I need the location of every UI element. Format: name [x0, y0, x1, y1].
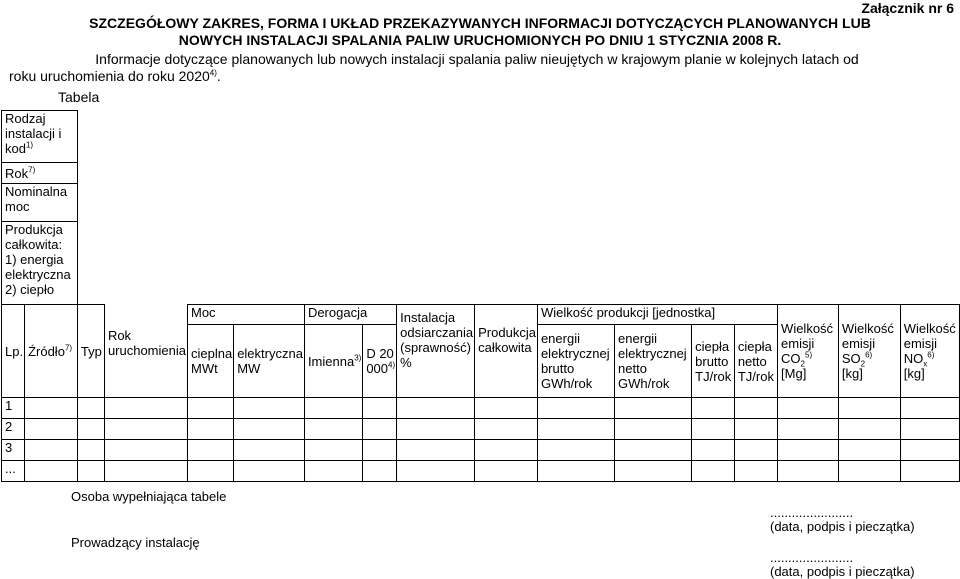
rodzaj-label: Rodzaj instalacji i kod$^{1)}$ — [2, 111, 78, 163]
cell[interactable] — [77, 398, 104, 419]
col-instalacja: Instalacja odsiarczania (sprawność) % — [397, 305, 475, 398]
cell[interactable] — [475, 461, 538, 482]
cell[interactable] — [778, 419, 839, 440]
info-text-line-1: Informacje dotyczące planowanych lub nowych instalacji spalania paliw nieujętych w krajowym planie w kolejnych latach od — [95, 51, 859, 67]
col-lp: Lp. — [2, 305, 25, 398]
produkcja-label: Produkcja całkowita: 1) energia elektryczna 2) ciepło — [2, 222, 78, 305]
col-group-moc: Moc — [187, 305, 304, 325]
cell[interactable] — [838, 461, 900, 482]
row-number: ... — [2, 461, 25, 482]
signature-dots-2: ....................... — [770, 550, 854, 565]
cell[interactable] — [900, 419, 959, 440]
cell[interactable] — [187, 461, 233, 482]
cell[interactable] — [234, 398, 305, 419]
cell[interactable] — [234, 419, 305, 440]
cell[interactable] — [778, 398, 839, 419]
row-number: 1 — [2, 398, 25, 419]
col-group-wielkosc-produkcji: Wielkość produkcji [jednostka] — [537, 305, 777, 325]
cell[interactable] — [692, 461, 735, 482]
cell[interactable] — [363, 440, 397, 461]
director-label: Prowadzący instalację — [71, 535, 200, 550]
col-co2: Wielkość emisji $CO_2^{5)}$ [Mg] — [778, 305, 839, 398]
cell[interactable] — [734, 461, 777, 482]
annex-number: Załącznik nr 6 — [861, 0, 954, 16]
col-cieplna: cieplna MWt — [187, 325, 233, 398]
cell[interactable] — [104, 440, 187, 461]
cell[interactable] — [187, 440, 233, 461]
col-ee-brutto: energii elektrycznej brutto GWh/rok — [537, 325, 614, 398]
cell[interactable] — [397, 419, 475, 440]
cell[interactable] — [25, 419, 78, 440]
col-cieplo-brutto: ciepła brutto TJ/rok — [692, 325, 735, 398]
cell[interactable] — [363, 419, 397, 440]
cell[interactable] — [838, 419, 900, 440]
col-ee-netto: energii elektrycznej netto GWh/rok — [615, 325, 692, 398]
table-caption: Tabela — [58, 89, 100, 105]
col-nox: Wielkość emisji $NO_x^{6)}$ [kg] — [900, 305, 959, 398]
col-zrodlo: Źródło$^{7)}$ — [25, 305, 78, 398]
cell[interactable] — [537, 440, 614, 461]
cell[interactable] — [615, 440, 692, 461]
cell[interactable] — [838, 440, 900, 461]
cell[interactable] — [475, 440, 538, 461]
cell[interactable] — [397, 398, 475, 419]
cell[interactable] — [900, 440, 959, 461]
cell[interactable] — [104, 398, 187, 419]
row-number: 3 — [2, 440, 25, 461]
cell[interactable] — [304, 398, 362, 419]
cell[interactable] — [692, 398, 735, 419]
cell[interactable] — [537, 461, 614, 482]
cell[interactable] — [734, 398, 777, 419]
cell[interactable] — [734, 440, 777, 461]
signature-dots-1: ....................... — [770, 505, 854, 520]
table-row — [2, 440, 960, 461]
cell[interactable] — [363, 461, 397, 482]
cell[interactable] — [304, 461, 362, 482]
col-produkcja-calkowita: Produkcja całkowita — [475, 305, 538, 398]
info-text-line-2: roku uruchomienia do roku 2020$^{4)}$. — [9, 68, 221, 84]
col-typ: Typ — [77, 305, 104, 398]
cell[interactable] — [734, 419, 777, 440]
cell[interactable] — [475, 419, 538, 440]
installations-table — [1, 110, 960, 482]
row-number: 2 — [2, 419, 25, 440]
cell[interactable] — [104, 419, 187, 440]
cell[interactable] — [692, 419, 735, 440]
cell[interactable] — [838, 398, 900, 419]
cell[interactable] — [187, 398, 233, 419]
col-cieplo-netto: ciepła netto TJ/rok — [734, 325, 777, 398]
cell[interactable] — [537, 419, 614, 440]
cell[interactable] — [900, 461, 959, 482]
cell[interactable] — [25, 398, 78, 419]
blank-area — [77, 111, 959, 305]
cell[interactable] — [187, 419, 233, 440]
cell[interactable] — [397, 440, 475, 461]
cell[interactable] — [77, 461, 104, 482]
col-d20000: D 20 000$^{4)}$ — [363, 325, 397, 398]
cell[interactable] — [615, 461, 692, 482]
cell[interactable] — [77, 419, 104, 440]
cell[interactable] — [778, 461, 839, 482]
col-elektryczna: elektryczna MW — [234, 325, 305, 398]
col-so2: Wielkość emisji $SO_2^{6)}$ [kg] — [838, 305, 900, 398]
cell[interactable] — [234, 461, 305, 482]
col-group-derogacja: Derogacja — [304, 305, 396, 325]
table-row — [2, 461, 960, 482]
cell[interactable] — [615, 419, 692, 440]
filler-label: Osoba wypełniająca tabele — [71, 489, 227, 504]
cell[interactable] — [778, 440, 839, 461]
row-rodzaj — [2, 111, 960, 163]
signature-caption-2: (data, podpis i pieczątka) — [770, 564, 915, 579]
cell[interactable] — [692, 440, 735, 461]
cell[interactable] — [397, 461, 475, 482]
cell[interactable] — [104, 461, 187, 482]
col-rok-uruchomienia: Rok uruchomienia — [104, 305, 187, 398]
table-row — [2, 419, 960, 440]
cell[interactable] — [25, 461, 78, 482]
nominalna-label: Nominalna moc — [2, 184, 78, 222]
cell[interactable] — [537, 398, 614, 419]
cell[interactable] — [615, 398, 692, 419]
rok-label: Rok$^{7)}$ — [2, 163, 78, 184]
document-title-line-2: NOWYCH INSTALACJI SPALANIA PALIW URUCHOMIONYCH PO DNIU 1 STYCZNIA 2008 R. — [178, 32, 782, 48]
cell[interactable] — [475, 398, 538, 419]
cell[interactable] — [77, 440, 104, 461]
table-row — [2, 398, 960, 419]
cell[interactable] — [25, 440, 78, 461]
cell[interactable] — [363, 398, 397, 419]
cell[interactable] — [234, 440, 305, 461]
col-imienna: Imienna$^{3)}$ — [304, 325, 362, 398]
document-title-line-1: SZCZEGÓŁOWY ZAKRES, FORMA I UKŁAD PRZEKAZYWANYCH INFORMACJI DOTYCZĄCYCH PLANOWANYCH LUB — [89, 15, 871, 31]
cell[interactable] — [304, 419, 362, 440]
cell[interactable] — [304, 440, 362, 461]
cell[interactable] — [900, 398, 959, 419]
signature-caption-1: (data, podpis i pieczątka) — [770, 519, 915, 534]
header-row-1 — [2, 305, 960, 325]
